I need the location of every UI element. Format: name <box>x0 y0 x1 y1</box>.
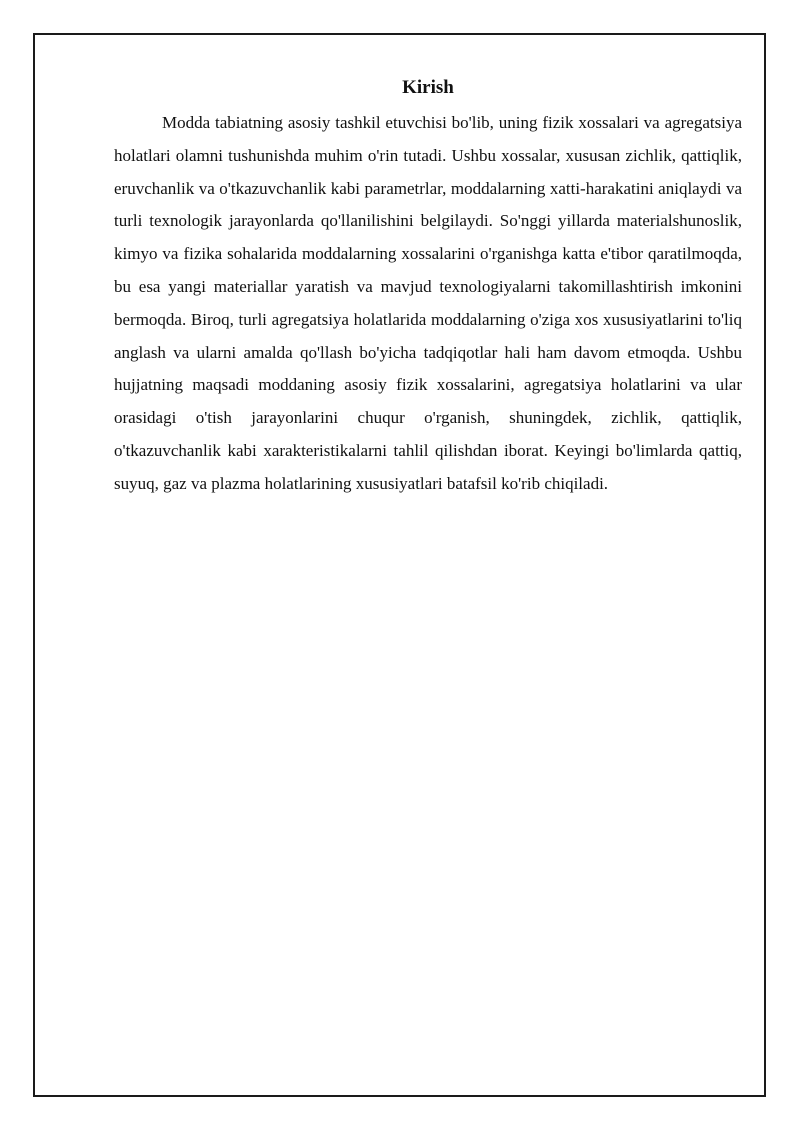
document-body <box>114 73 742 501</box>
intro-paragraph: Modda tabiatning asosiy tashkil etuvchisi bo'lib, uning fizik xossalari va agregatsiya holatlari olamni tushunishda muhim o'rin tutadi. Ushbu xossalar, xususan zichlik, qattiqlik, eruvchanlik va o'tkazuvchanlik kabi parametrlar, moddalarning xatti-harakatini aniqlaydi va turli texnologik jarayonlarda qo'llanilishini belgilaydi. So'nggi yillarda materialshunoslik, kimyo va fizika sohalarida moddalarning xossalarini o'rganishga katta e'tibor qaratilmoqda, bu esa yangi materiallar yaratish va mavjud texnologiyalarni takomillashtirish imkonini bermoqda. Biroq, turli agregatsiya holatlarida moddalarning o'ziga xos xususiyatlarini to'liq anglash va ularni amalda qo'llash bo'yicha tadqiqotlar hali ham davom etmoqda. Ushbu hujjatning maqsadi moddaning asosiy fizik xossalarini, agregatsiya holatlarini va ular orasidagi o'tish jarayonlarini chuqur o'rganish, shuningdek, zichlik, qattiqlik, o'tkazuvchanlik kabi xarakteristikalarni tahlil qilishdan iborat. Keyingi bo'limlarda qattiq, suyuq, gaz va plazma holatlarining xususiyatlari batafsil ko'rib chiqiladi. <box>114 113 742 493</box>
section-heading: Kirish <box>402 77 454 98</box>
